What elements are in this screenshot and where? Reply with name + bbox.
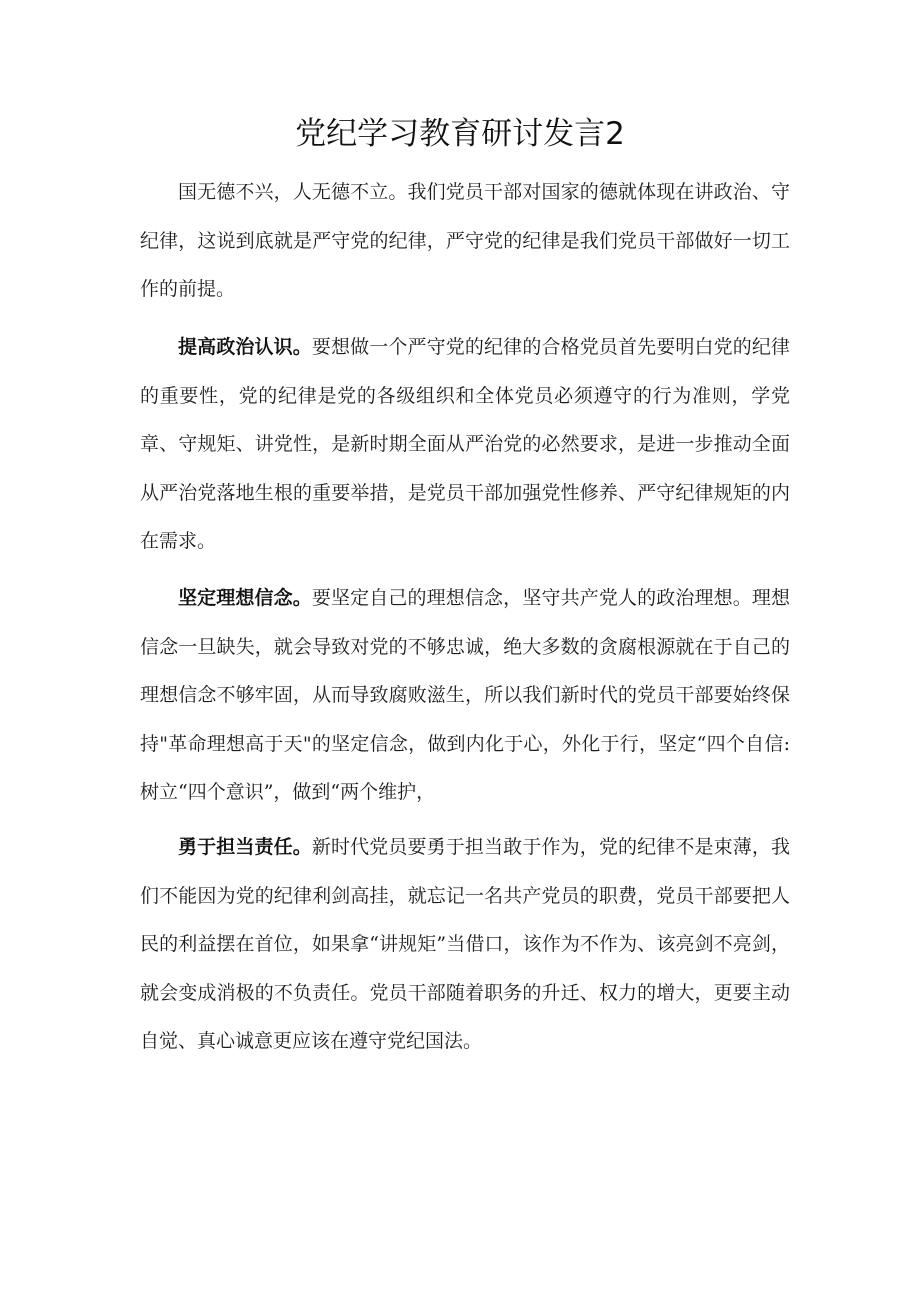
paragraph-ideals-beliefs	[140, 574, 790, 817]
paragraph-responsibility	[140, 823, 790, 1066]
paragraph-heading: 提高政治认识。	[178, 336, 312, 358]
paragraph-text: 要坚定自己的理想信念，坚守共产党人的政治理想。理想信念一旦缺失，就会导致对党的不够忠诚，绝大多数的贪腐根源就在于自己的理想信念不够牢固，从而导致腐败滋生，所以我们新时代的党员干部要始终保持"革命理想高于天"的坚定信念，做到内化于心，外化于行，坚定“四个自信:树立“四个意识”，做到“两个维护，	[140, 587, 790, 804]
paragraph-text: 国无德不兴，人无德不立。我们党员干部对国家的德就体现在讲政治、守纪律，这说到底就是严守党的纪律，严守党的纪律是我们党员干部做好一切工作的前提。	[140, 181, 790, 301]
paragraph-heading: 坚定理想信念。	[178, 587, 312, 609]
document-title: 党纪学习教育研讨发言2	[295, 116, 625, 152]
paragraph-political-awareness	[140, 323, 790, 566]
paragraph-intro	[140, 168, 790, 314]
paragraph-text: 要想做一个严守党的纪律的合格党员首先要明白党的纪律的重要性，党的纪律是党的各级组织和全体党员必须遵守的行为准则，学党章、守规矩、讲党性，是新时期全面从严治党的必然要求，是进一步推动全面从严治党落地生根的重要举措，是党员干部加强党性修养、严守纪律规矩的内在需求。	[140, 336, 790, 553]
paragraph-heading: 勇于担当责任。	[178, 836, 312, 858]
paragraph-text: 新时代党员要勇于担当敢于作为，党的纪律不是束薄，我们不能因为党的纪律利剑高挂，就忘记一名共产党员的职费，党员干部要把人民的利益摆在首位，如果拿“讲规矩”当借口，该作为不作为、该亮剑不亮剑，就会变成消极的不负责任。党员干部随着职务的升迁、权力的增大，更要主动自觉、真心诚意更应该在遵守党纪国法。	[140, 836, 790, 1053]
